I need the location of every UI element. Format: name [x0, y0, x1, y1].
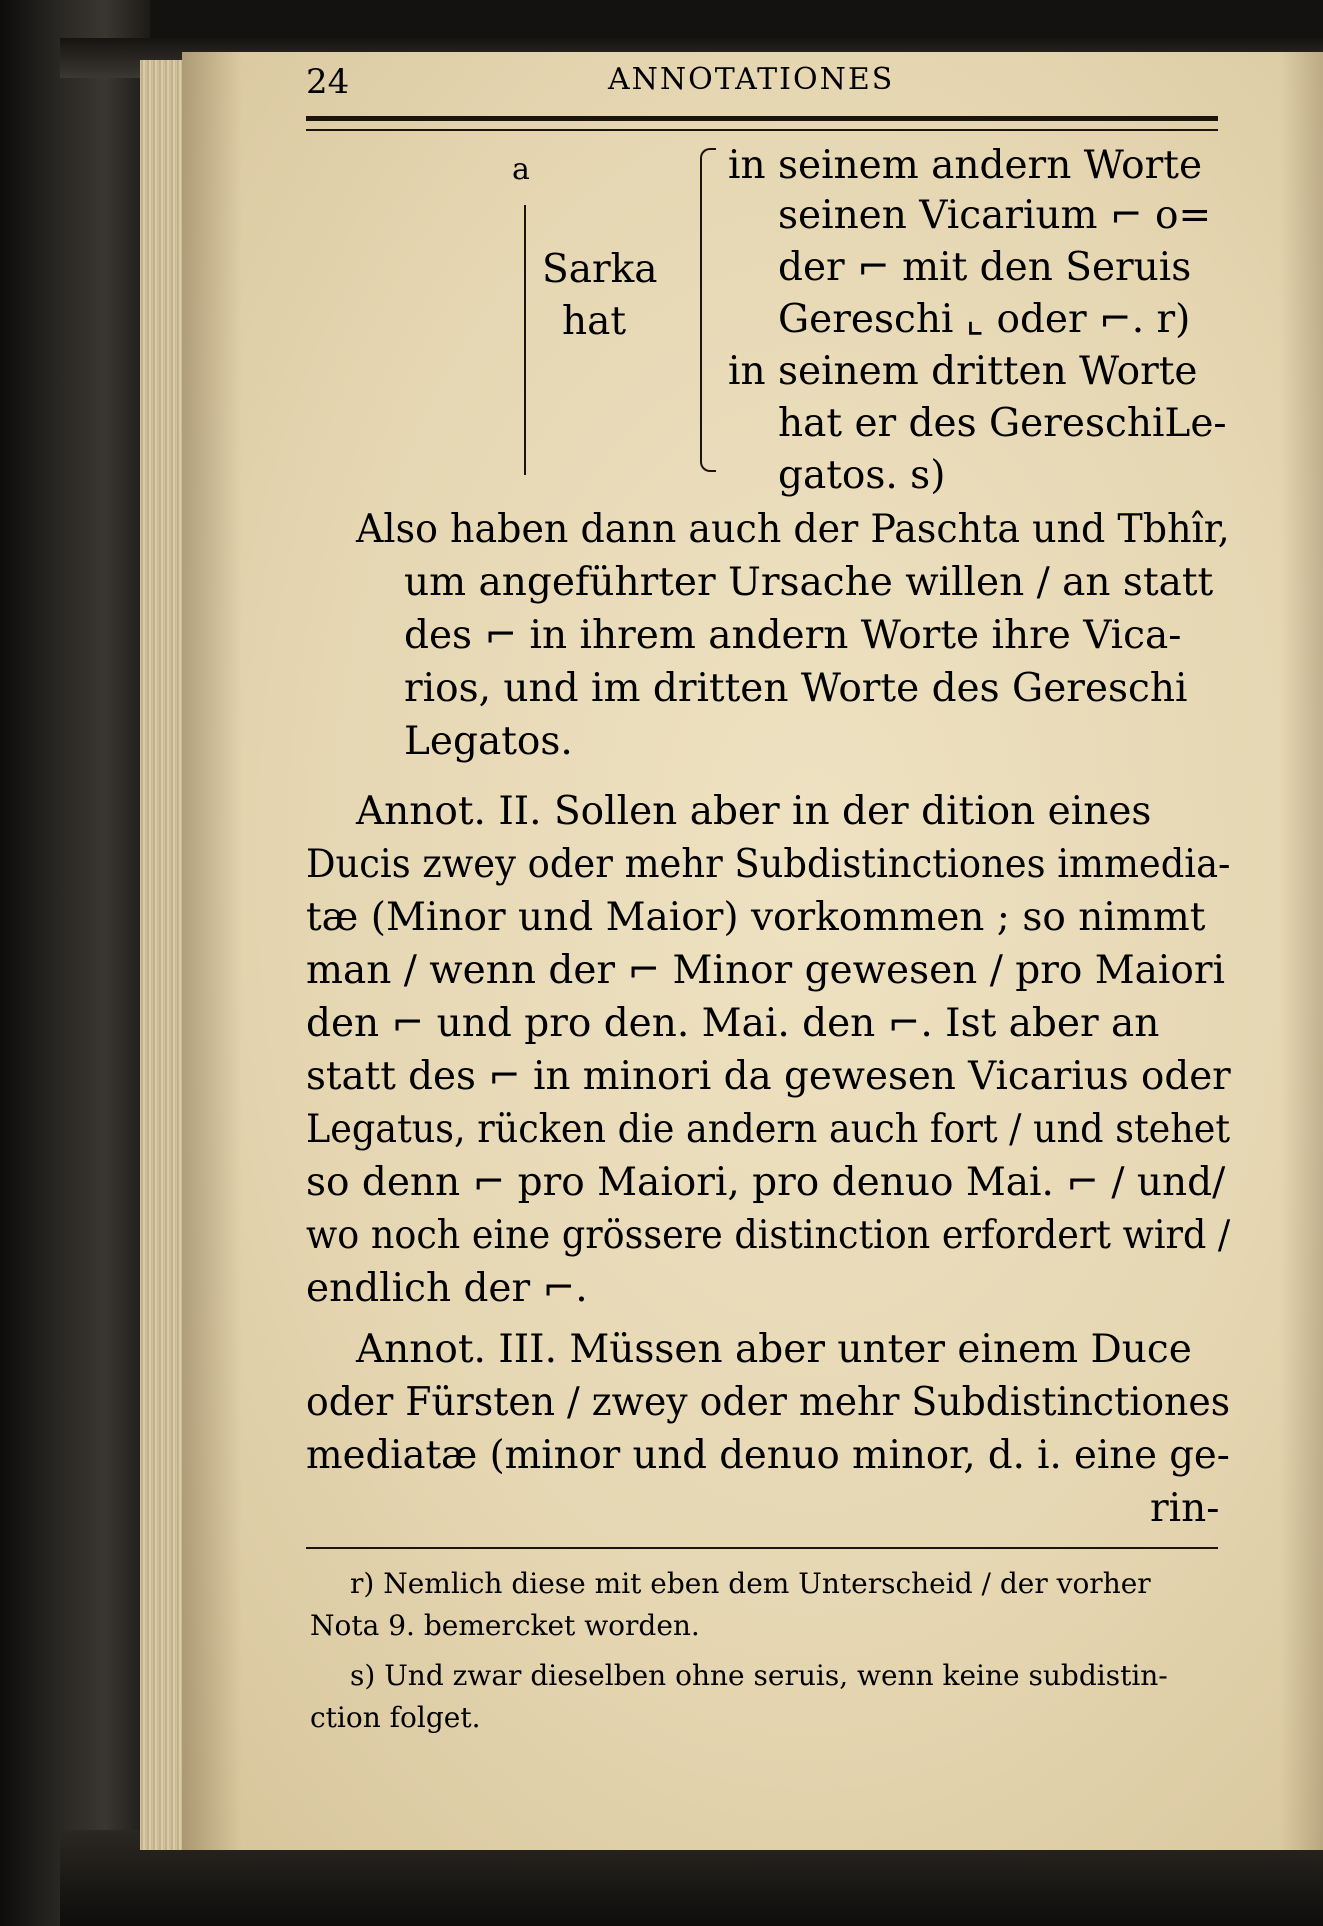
diagram-label-sarka: Sarka — [542, 247, 658, 292]
paragraph3-line-1: Annot. III. Müssen aber unter einem Duce — [356, 1327, 1192, 1372]
paragraph2-line-7: Legatus, rücken die andern auch fort / und stehet — [306, 1107, 1231, 1152]
gutter-shadow — [182, 52, 242, 1850]
brace-line-4: Gereschi ⌞ oder ⌐. r) — [778, 297, 1191, 342]
header-rule — [306, 116, 1218, 131]
brace-line-1: in seinem andern Worte — [728, 143, 1203, 188]
paragraph3-line-2: oder Fürsten / zwey oder mehr Subdistinctiones — [306, 1380, 1231, 1425]
paragraph2-line-4: man / wenn der ⌐ Minor gewesen / pro Maiori — [306, 948, 1225, 993]
left-brace-line — [524, 205, 526, 475]
paragraph2-line-3: tæ (Minor und Maior) vorkommen ; so nimmt — [306, 895, 1206, 940]
paragraph1-line-4: rios, und im dritten Worte des Gereschi — [404, 666, 1188, 711]
page-number: 24 — [306, 62, 350, 102]
paragraph2-line-8: so denn ⌐ pro Maiori, pro denuo Mai. ⌐ / und/ — [306, 1160, 1226, 1205]
footnote-s-line-1: s) Und zwar dieselben ohne seruis, wenn keine subdistin- — [350, 1659, 1168, 1692]
diagram-label-hat: hat — [562, 299, 627, 344]
paragraph2-line-1: Annot. II. Sollen aber in der dition eines — [356, 789, 1152, 834]
brace-line-6: hat er des GereschiLe- — [778, 401, 1227, 446]
paragraph2-line-5: den ⌐ und pro den. Mai. den ⌐. Ist aber an — [306, 1001, 1160, 1046]
paragraph1-line-3: des ⌐ in ihrem andern Worte ihre Vica- — [404, 613, 1182, 658]
brace-line-2: seinen Vicarium ⌐ o= — [778, 193, 1212, 238]
paragraph2-line-6: statt des ⌐ in minori da gewesen Vicarius oder — [306, 1054, 1231, 1099]
paragraph1-line-1: Also haben dann auch der Paschta und Tbhîr, — [356, 507, 1230, 552]
paragraph2-line-10: endlich der ⌐. — [306, 1266, 588, 1311]
page-edge-shadow — [1280, 52, 1323, 1850]
running-title: ANNOTATIONES — [608, 62, 895, 97]
footnote-r-line-1: r) Nemlich diese mit eben dem Unterscheid / der vorher — [350, 1567, 1151, 1600]
brace-line-7: gatos. s) — [778, 453, 946, 498]
paragraph2-line-2: Ducis zwey oder mehr Subdistinctiones immedia- — [306, 842, 1231, 887]
brace-line-5: in seinem dritten Worte — [728, 349, 1198, 394]
paragraph1-line-2: um angeführter Ursache willen / an statt — [404, 560, 1214, 605]
paragraph3-line-3: mediatæ (minor und denuo minor, d. i. eine ge- — [306, 1433, 1230, 1478]
paragraph1-line-5: Legatos. — [404, 719, 573, 764]
diagram-label-a: a — [512, 152, 530, 187]
catchword: rin- — [1150, 1486, 1220, 1531]
footnote-rule — [306, 1547, 1218, 1549]
footnote-s-line-2: ction folget. — [310, 1701, 481, 1734]
brace-line-3: der ⌐ mit den Seruis — [778, 245, 1192, 290]
book-cover-left — [0, 0, 150, 1926]
right-brace — [700, 148, 716, 472]
paragraph2-line-9: wo noch eine grössere distinction erfordert wird / — [306, 1213, 1231, 1258]
footnote-r-line-2: Nota 9. bemercket worden. — [310, 1609, 700, 1642]
